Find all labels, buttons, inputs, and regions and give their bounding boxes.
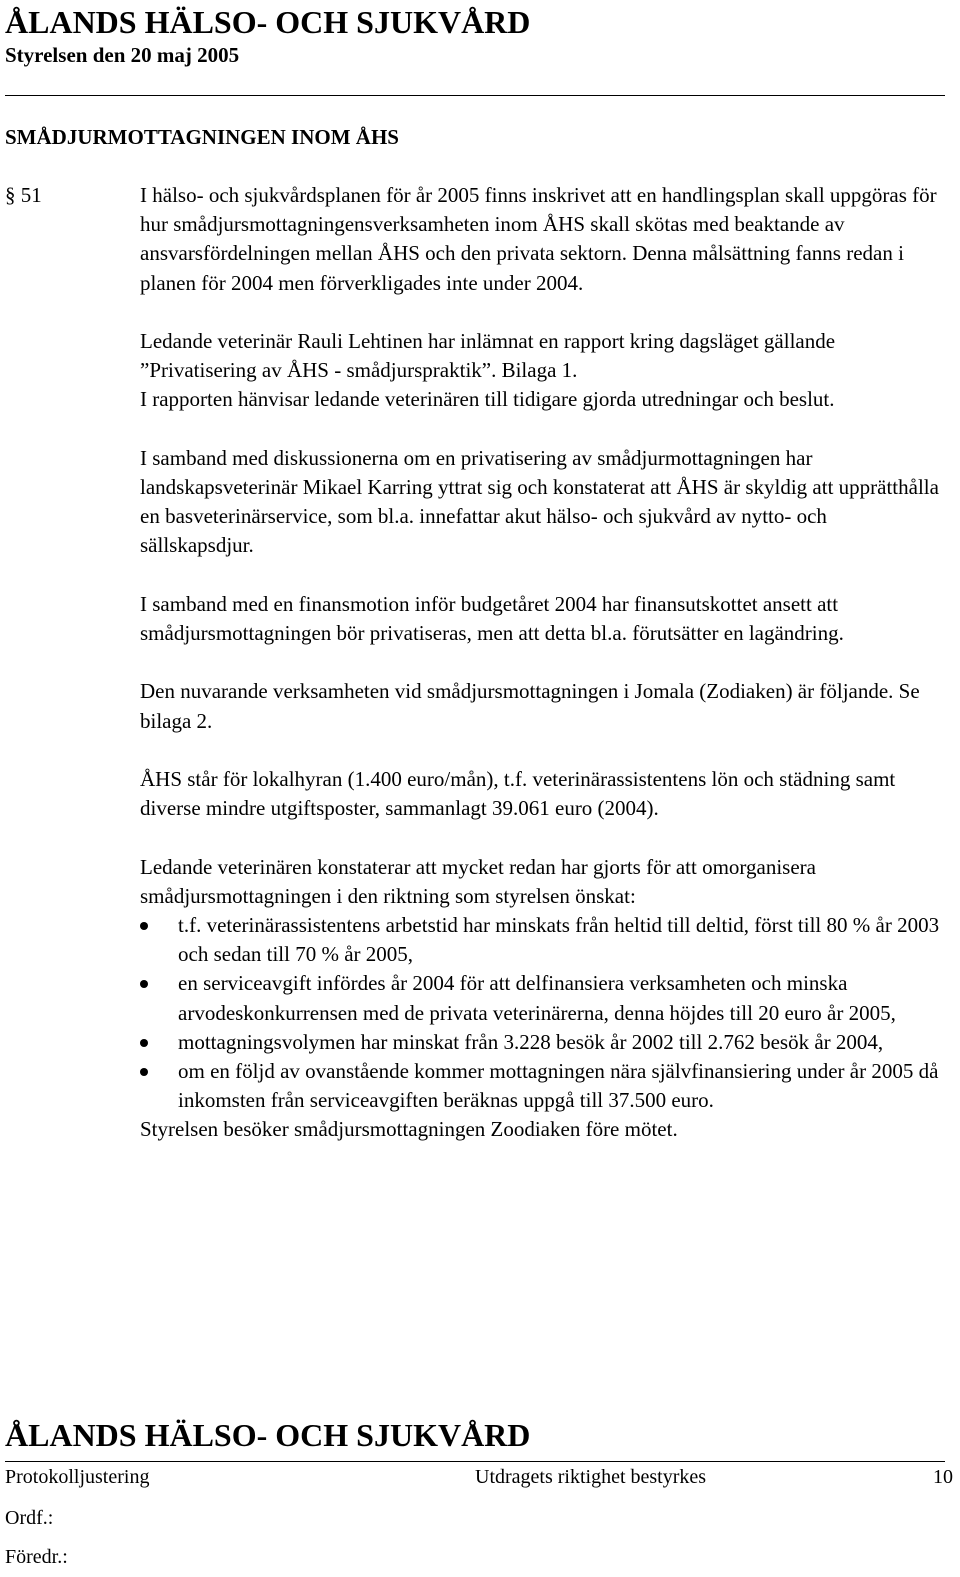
page-number: 10	[933, 1466, 953, 1488]
protocol-check-label: Protokolljustering	[5, 1466, 150, 1488]
chair-signature-label: Ordf.:	[5, 1507, 54, 1529]
list-item	[140, 1057, 945, 1115]
bullet-list	[140, 911, 945, 1115]
list-item-text: om en följd av ovanstående kommer mottagningen nära självfinansiering under år 2005 då inkomsten från serviceavgiften beräknas uppgå till 37.500 euro.	[178, 1059, 939, 1113]
meeting-date: Styrelsen den 20 maj 2005	[5, 43, 240, 67]
body-text	[140, 181, 945, 1145]
header-divider	[5, 95, 945, 96]
list-item-text: en serviceavgift infördes år 2004 för att delfinansiera verksamheten och minska arvodeskonkurrensen med de privata veterinärerna, denna höjdes till 20 euro år 2005,	[178, 971, 896, 1025]
list-item	[140, 1028, 945, 1057]
paragraph-2a: Ledande veterinär Rauli Lehtinen har inlämnat en rapport kring dagsläget gällande ”Privatisering av ÅHS - smådjurspraktik”. Bilaga 1.	[140, 329, 836, 383]
bullet-icon	[140, 980, 148, 988]
paragraph-2b: I rapporten hänvisar ledande veterinären till tidigare gjorda utredningar och beslut.	[140, 387, 835, 412]
paragraph-5: Den nuvarande verksamheten vid smådjursmottagningen i Jomala (Zodiaken) är följande. Se bilaga 2.	[140, 679, 920, 733]
list-item	[140, 969, 945, 1027]
list-item	[140, 911, 945, 969]
bullet-icon	[140, 922, 148, 930]
footer-divider	[5, 1461, 945, 1462]
paragraph-8: Styrelsen besöker smådjursmottagningen Zoodiaken före mötet.	[140, 1117, 678, 1142]
section-title: SMÅDJURMOTTAGNINGEN INOM ÅHS	[5, 125, 399, 149]
paragraph-7: Ledande veterinären konstaterar att mycket redan har gjorts för att omorganisera smådjursmottagningen i den riktning som styrelsen önskat:	[140, 854, 816, 908]
paragraph-1: I hälso- och sjukvårdsplanen för år 2005 finns inskrivet att en handlingsplan skall uppgöras för hur smådjursmottagningensverksamheten inom ÅHS skall skötas med beaktande av ansvarsfördelningen mellan ÅHS och den privata sektorn. Denna målsättning fanns redan i planen för 2004 men förverkligades inte under 2004.	[140, 183, 937, 295]
bullet-icon	[140, 1039, 148, 1047]
paragraph-6: ÅHS står för lokalhyran (1.400 euro/mån), t.f. veterinärassistentens lön och städning samt diverse mindre utgiftsposter, sammanlagt 39.061 euro (2004).	[140, 766, 896, 821]
list-item-text: mottagningsvolymen har minskat från 3.228 besök år 2002 till 2.762 besök år 2004,	[178, 1029, 884, 1054]
organization-title: ÅLANDS HÄLSO- OCH SJUKVÅRD	[5, 4, 531, 40]
paragraph-4: I samband med en finansmotion inför budgetåret 2004 har finansutskottet ansett att smådjursmottagningen bör privatiseras, men att detta bl.a. förutsätter en lagändring.	[140, 591, 844, 645]
presenter-signature-label: Föredr.:	[5, 1546, 68, 1568]
bullet-icon	[140, 1068, 148, 1076]
paragraph-3: I samband med diskussionerna om en privatisering av smådjurmottagningen har landskapsveterinär Mikael Karring yttrat sig och konstaterat att ÅHS är skyldig att upprätthålla en basveterinärservice, som bl.a. innefattar akut hälso- och sjukvård av nytto- och sällskapsdjur.	[140, 445, 939, 558]
paragraph-number: § 51	[5, 183, 42, 207]
certification-label: Utdragets riktighet bestyrkes	[475, 1466, 707, 1488]
list-item-text: t.f. veterinärassistentens arbetstid har minskats från heltid till deltid, först till 80 % år 2003 och sedan till 70 % år 2005,	[178, 912, 940, 967]
footer-organization-title: ÅLANDS HÄLSO- OCH SJUKVÅRD	[5, 1417, 531, 1453]
